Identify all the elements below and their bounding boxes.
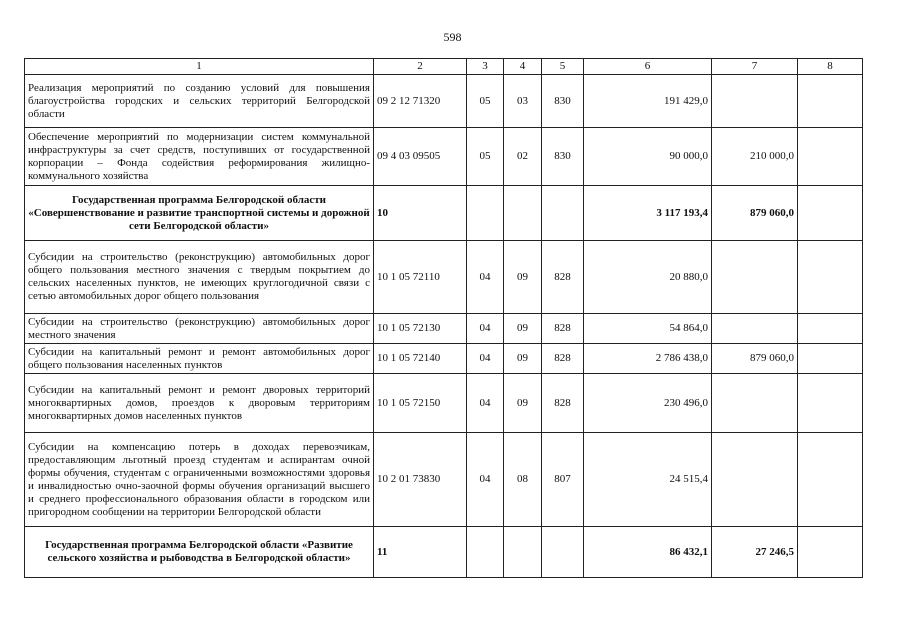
header-cell: 6 <box>584 59 712 75</box>
row-rz <box>467 186 504 241</box>
header-row <box>25 59 863 75</box>
row-rz: 05 <box>467 75 504 128</box>
row-rz: 05 <box>467 128 504 186</box>
program-code: 10 <box>374 186 467 241</box>
row-name: Субсидии на строительство (реконструкцию) автомобильных дорог местного значения <box>25 314 374 344</box>
program-sum-col7: 879 060,0 <box>712 186 798 241</box>
row-sum-col8 <box>798 314 863 344</box>
table-row <box>25 433 863 527</box>
table-row <box>25 344 863 374</box>
row-sum-col6: 54 864,0 <box>584 314 712 344</box>
row-sum-col7 <box>712 374 798 433</box>
row-code: 09 2 12 71320 <box>374 75 467 128</box>
row-sum-col8 <box>798 344 863 374</box>
page-number: 598 <box>443 30 462 44</box>
row-vr: 830 <box>542 75 584 128</box>
header-cell: 5 <box>542 59 584 75</box>
row-sum-col8 <box>798 128 863 186</box>
row-code: 10 1 05 72130 <box>374 314 467 344</box>
row-pr <box>504 186 542 241</box>
program-sum-col7: 27 246,5 <box>712 527 798 578</box>
table-row <box>25 241 863 314</box>
row-sum-col8 <box>798 241 863 314</box>
row-pr: 03 <box>504 75 542 128</box>
row-vr <box>542 186 584 241</box>
row-vr: 807 <box>542 433 584 527</box>
program-name: Государственная программа Белгородской области «Развитие сельского хозяйства и рыбоводства в Белгородской области» <box>25 527 374 578</box>
program-row <box>25 527 863 578</box>
row-code: 10 1 05 72110 <box>374 241 467 314</box>
row-code: 10 2 01 73830 <box>374 433 467 527</box>
row-pr: 09 <box>504 314 542 344</box>
row-vr: 828 <box>542 314 584 344</box>
row-name: Обеспечение мероприятий по модернизации систем коммунальной инфраструктуры за счет средств, поступивших от государственной корпорации – Фонда содействия реформирования жилищно-коммунального хозяйства <box>25 128 374 186</box>
program-sum-col6: 86 432,1 <box>584 527 712 578</box>
row-rz: 04 <box>467 374 504 433</box>
row-code: 10 1 05 72150 <box>374 374 467 433</box>
row-vr: 828 <box>542 344 584 374</box>
header-cell: 2 <box>374 59 467 75</box>
row-name: Субсидии на капитальный ремонт и ремонт автомобильных дорог общего пользования населенных пунктов <box>25 344 374 374</box>
row-name: Субсидии на компенсацию потерь в доходах перевозчикам, предоставляющим льготный проезд студентам и аспирантам очной формы обучения, студентам с ограниченными возможностями здоровья и инвалидностью очно-заочной формы обучения организаций высшего и среднего профессионального образования области в городском или пригородном сообщении на территории Белгородской области <box>25 433 374 527</box>
row-sum-col6: 20 880,0 <box>584 241 712 314</box>
row-vr: 830 <box>542 128 584 186</box>
row-sum-col7: 879 060,0 <box>712 344 798 374</box>
row-vr: 828 <box>542 241 584 314</box>
row-vr <box>542 527 584 578</box>
row-name: Реализация мероприятий по созданию условий для повышения благоустройства городских и сельских территорий Белгородской области <box>25 75 374 128</box>
row-sum-col6: 191 429,0 <box>584 75 712 128</box>
row-sum-col7 <box>712 241 798 314</box>
row-sum-col6: 90 000,0 <box>584 128 712 186</box>
table-row <box>25 128 863 186</box>
table-row <box>25 314 863 344</box>
row-sum-col7 <box>712 75 798 128</box>
row-pr: 02 <box>504 128 542 186</box>
row-pr: 09 <box>504 374 542 433</box>
row-name: Субсидии на капитальный ремонт и ремонт дворовых территорий многоквартирных домов, проездов к дворовым территориям многоквартирных домов населенных пунктов <box>25 374 374 433</box>
program-name: Государственная программа Белгородской области «Совершенствование и развитие транспортной системы и дорожной сети Белгородской области» <box>25 186 374 241</box>
row-rz: 04 <box>467 344 504 374</box>
row-sum-col7: 210 000,0 <box>712 128 798 186</box>
program-sum-col8 <box>798 527 863 578</box>
row-sum-col6: 24 515,4 <box>584 433 712 527</box>
row-name: Субсидии на строительство (реконструкцию) автомобильных дорог общего пользования местного значения с твердым покрытием до сельских населенных пунктов, не имеющих круглогодичной связи с сетью автомобильных дорог общего пользования <box>25 241 374 314</box>
row-rz: 04 <box>467 241 504 314</box>
row-pr: 09 <box>504 344 542 374</box>
row-sum-col8 <box>798 374 863 433</box>
program-row <box>25 186 863 241</box>
header-cell: 7 <box>712 59 798 75</box>
row-sum-col6: 230 496,0 <box>584 374 712 433</box>
program-sum-col8 <box>798 186 863 241</box>
table-row <box>25 374 863 433</box>
row-pr <box>504 527 542 578</box>
row-sum-col7 <box>712 314 798 344</box>
header-cell: 3 <box>467 59 504 75</box>
row-code: 10 1 05 72140 <box>374 344 467 374</box>
row-rz: 04 <box>467 314 504 344</box>
row-sum-col8 <box>798 433 863 527</box>
header-cell: 8 <box>798 59 863 75</box>
row-vr: 828 <box>542 374 584 433</box>
row-sum-col8 <box>798 75 863 128</box>
row-sum-col7 <box>712 433 798 527</box>
program-sum-col6: 3 117 193,4 <box>584 186 712 241</box>
row-pr: 08 <box>504 433 542 527</box>
header-cell: 1 <box>25 59 374 75</box>
header-cell: 4 <box>504 59 542 75</box>
row-code: 09 4 03 09505 <box>374 128 467 186</box>
budget-table <box>24 58 863 578</box>
row-pr: 09 <box>504 241 542 314</box>
row-rz <box>467 527 504 578</box>
table-row <box>25 75 863 128</box>
program-code: 11 <box>374 527 467 578</box>
row-rz: 04 <box>467 433 504 527</box>
row-sum-col6: 2 786 438,0 <box>584 344 712 374</box>
